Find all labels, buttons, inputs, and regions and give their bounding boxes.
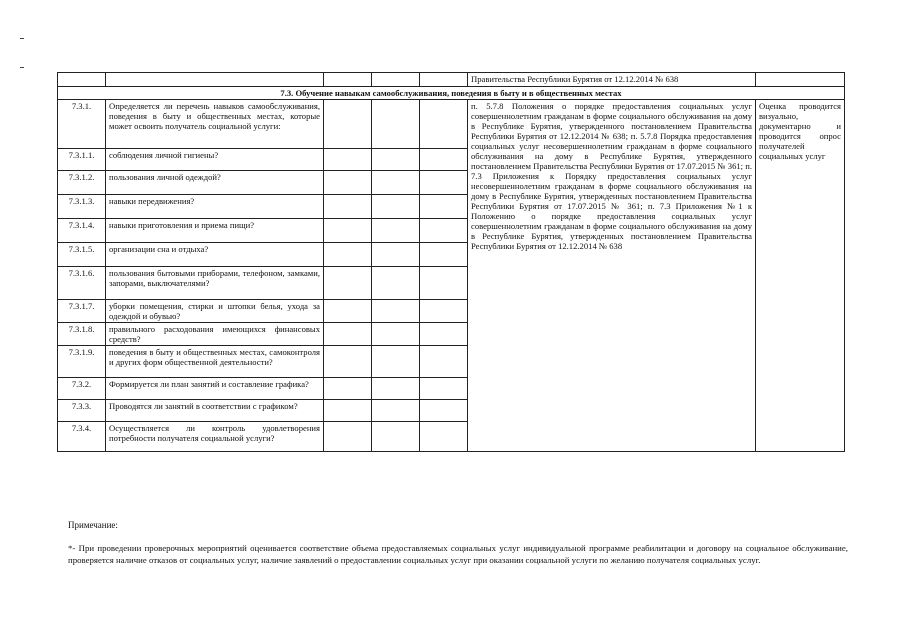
item-number: 7.3.3. [58,400,106,422]
item-number: 7.3.1.4. [58,219,106,243]
item-number: 7.3.1.9. [58,346,106,378]
item-question: навыки приготовления и приема пищи? [106,219,324,243]
item-question: Определяется ли перечень навыков самообслуживания, поведения в быту и общественных местах, которые может освоить получатель социальной услуги: [106,100,324,149]
section-title: 7.3. Обучение навыкам самообслуживания, поведения в быту и в общественных местах [58,87,845,100]
answer-cell [324,243,372,267]
answer-cell [420,100,468,149]
answer-cell [420,323,468,346]
answer-cell [420,267,468,300]
answer-cell [372,267,420,300]
answer-cell [420,378,468,400]
answer-cell [372,422,420,452]
item-number: 7.3.1.2. [58,171,106,195]
margin-mark [20,38,24,39]
section-header-row [58,87,845,100]
item-question: навыки передвижения? [106,195,324,219]
continuation-row [58,73,845,87]
answer-cell [420,219,468,243]
item-question: организации сна и отдыха? [106,243,324,267]
table-row [58,100,845,149]
answer-cell [372,149,420,171]
item-number: 7.3.1. [58,100,106,149]
cell-empty [324,73,372,87]
item-question: Формируется ли план занятий и составление графика? [106,378,324,400]
remark-title: Примечание: [68,520,118,530]
answer-cell [420,422,468,452]
item-question: пользования личной одеждой? [106,171,324,195]
answer-cell [324,378,372,400]
margin-mark [20,67,24,68]
answer-cell [420,400,468,422]
item-number: 7.3.1.5. [58,243,106,267]
answer-cell [324,171,372,195]
cell-empty [58,73,106,87]
item-question: Проводятся ли занятий в соответствии с графиком? [106,400,324,422]
item-number: 7.3.1.3. [58,195,106,219]
item-number: 7.3.1.1. [58,149,106,171]
cell-empty [420,73,468,87]
assessment-method: Оценка проводится визуально, документарно и проводится опрос получателей социальных услуг [756,100,845,452]
answer-cell [372,323,420,346]
answer-cell [372,346,420,378]
item-question: уборки помещения, стирки и штопки белья, ухода за одеждой и обувью? [106,300,324,323]
answer-cell [324,300,372,323]
remark-text: *- При проведении проверочных мероприятий оценивается соответствие объема предоставляемых социальных услуг индивидуальной программе реабилитации и договору на социальное обслуживание, проверяется наличие отказов от социальных услуг, наличие заявлений о предоставлении социальных услуг при оказании социальной услуги по желанию получателя социальных услуг. [68,543,848,565]
answer-cell [324,422,372,452]
answer-cell [324,149,372,171]
cell-empty [106,73,324,87]
answer-cell [372,100,420,149]
answer-cell [420,346,468,378]
item-question: поведения в быту и общественных местах, самоконтроля и других форм общественной деятельности? [106,346,324,378]
answer-cell [420,149,468,171]
answer-cell [324,219,372,243]
item-number: 7.3.2. [58,378,106,400]
law-reference-continuation: Правительства Республики Бурятия от 12.12.2014 № 638 [468,73,756,87]
answer-cell [372,378,420,400]
answer-cell [420,195,468,219]
item-number: 7.3.4. [58,422,106,452]
answer-cell [372,195,420,219]
answer-cell [324,323,372,346]
inspection-table [57,72,845,452]
item-number: 7.3.1.6. [58,267,106,300]
answer-cell [324,195,372,219]
answer-cell [324,267,372,300]
answer-cell [420,300,468,323]
answer-cell [324,400,372,422]
answer-cell [372,400,420,422]
answer-cell [372,243,420,267]
item-number: 7.3.1.8. [58,323,106,346]
answer-cell [372,300,420,323]
item-question: Осуществляется ли контроль удовлетворения потребности получателя социальной услуги? [106,422,324,452]
answer-cell [324,346,372,378]
answer-cell [420,171,468,195]
item-number: 7.3.1.7. [58,300,106,323]
answer-cell [372,171,420,195]
law-references: п. 5.7.8 Положения о порядке предоставления социальных услуг совершеннолетним гражданам в форме социального обслуживания на дому в Республике Бурятия, утвержденного постановлением Правительства Республики Бурятия от 12.12.2014 № 638; п. 5.7.8 Порядка предоставления социальных услуг несовершеннолетним гражданам в форме социального обслуживания на дому в Республике Бурятия, утвержденного постановлением Правительства Республики Бурятия от 17.07.2015 № 361; п. 7.3 Приложения к Порядку предоставления социальных услуг несовершеннолетним гражданам в форме социального обслуживания на дому в Республике Бурятия, утвержденных постановлением Правительства Республики Бурятия от 17.07.2015 № 361; п. 7.3 Приложения №1 к Положению о порядке предоставления социальных услуг совершеннолетним гражданам в форме социального обслуживания на дому в Республике Бурятия, утвержденных постановлением Правительства Республики Бурятия от 12.12.2014 № 638 [468,100,756,452]
answer-cell [372,219,420,243]
cell-empty [756,73,845,87]
cell-empty [372,73,420,87]
item-question: правильного расходования имеющихся финансовых средств? [106,323,324,346]
answer-cell [420,243,468,267]
answer-cell [324,100,372,149]
item-question: соблюдения личной гигиены? [106,149,324,171]
item-question: пользования бытовыми приборами, телефоном, замками, запорами, выключателями? [106,267,324,300]
